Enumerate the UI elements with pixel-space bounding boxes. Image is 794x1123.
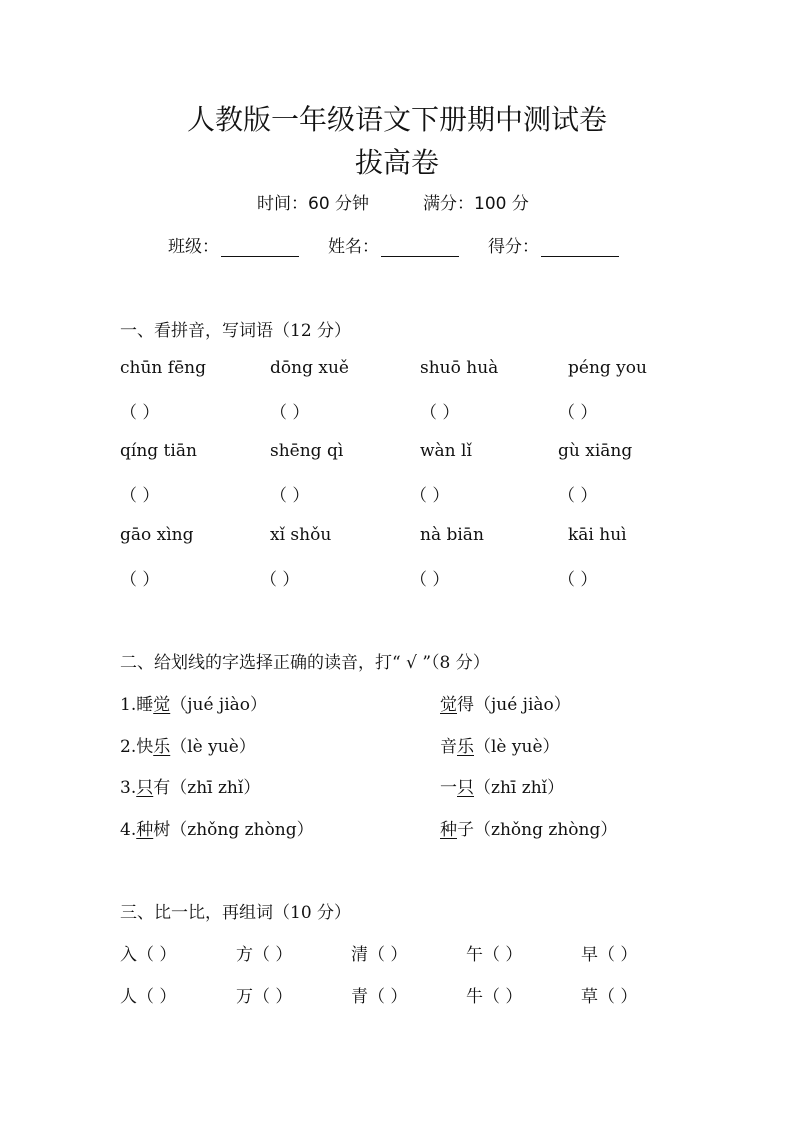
full-score-info: 满分：100 分 — [423, 194, 529, 214]
question-item — [120, 690, 267, 715]
pinyin-item: nà biān — [420, 525, 484, 545]
answer-blank[interactable]: （ ） — [120, 403, 160, 423]
word-part: 子 — [457, 820, 474, 840]
underlined-char: 乐 — [457, 737, 474, 757]
pinyin-options[interactable]: （jué jiào） — [170, 695, 267, 715]
word-part: 睡 — [136, 695, 154, 715]
question-number: 4. — [120, 820, 137, 840]
compare-item[interactable]: 清（ ） — [351, 945, 408, 965]
class-blank[interactable] — [221, 238, 299, 257]
section1-heading: 一、看拼音，写词语（12 分） — [120, 321, 352, 341]
compare-item[interactable]: 牛（ ） — [466, 987, 523, 1007]
answer-blank[interactable]: （ ） — [260, 570, 300, 590]
name-label: 姓名： — [328, 237, 379, 257]
underlined-char: 种 — [440, 820, 457, 840]
compare-item[interactable]: 人（ ） — [120, 987, 177, 1007]
pinyin-options[interactable]: （lè yuè） — [474, 737, 560, 757]
pinyin-item: gāo xìng — [120, 525, 194, 545]
answer-blank[interactable]: （ ） — [120, 486, 160, 506]
name-field[interactable] — [328, 232, 459, 257]
pinyin-options[interactable]: （zhǒng zhòng） — [170, 820, 314, 840]
answer-blank[interactable]: （ ） — [120, 570, 160, 590]
question-item — [120, 732, 256, 757]
word-part: 得 — [457, 695, 474, 715]
question-item — [440, 773, 564, 798]
pinyin-item: qíng tiān — [120, 441, 197, 461]
section2-heading: 二、给划线的字选择正确的读音，打“ √ ”（8 分） — [120, 653, 490, 673]
question-number: 3. — [120, 778, 137, 798]
question-number: 1. — [120, 695, 137, 715]
pinyin-item: wàn lǐ — [420, 441, 472, 461]
time-info: 时间：60 分钟 — [257, 194, 370, 214]
answer-blank[interactable]: （ ） — [558, 486, 598, 506]
pinyin-options[interactable]: （zhī zhǐ） — [474, 778, 565, 798]
compare-item[interactable]: 午（ ） — [466, 945, 523, 965]
pinyin-item: dōng xuě — [270, 358, 349, 378]
pinyin-options[interactable]: （lè yuè） — [170, 737, 256, 757]
page-title: 人教版一年级语文下册期中测试卷 — [186, 103, 607, 136]
underlined-char: 只 — [136, 778, 154, 798]
answer-blank[interactable]: （ ） — [410, 570, 450, 590]
word-part: 一 — [440, 778, 457, 798]
underlined-char: 觉 — [153, 695, 171, 715]
section3-heading: 三、比一比，再组词（10 分） — [120, 903, 352, 923]
question-item — [440, 690, 571, 715]
word-part: 有 — [153, 778, 171, 798]
answer-blank[interactable]: （ ） — [558, 570, 598, 590]
word-part: 快 — [136, 737, 154, 757]
question-item — [440, 815, 617, 840]
answer-blank[interactable]: （ ） — [410, 486, 450, 506]
class-field[interactable] — [168, 232, 299, 257]
pinyin-options[interactable]: （zhǒng zhòng） — [474, 820, 618, 840]
question-number: 2. — [120, 737, 137, 757]
question-item — [120, 773, 260, 798]
answer-blank[interactable]: （ ） — [558, 403, 598, 423]
pinyin-item: kāi huì — [568, 525, 627, 545]
compare-item[interactable]: 早（ ） — [581, 945, 638, 965]
pinyin-item: shēng qì — [270, 441, 344, 461]
word-part: 树 — [153, 820, 171, 840]
page-subtitle: 拔高卷 — [354, 146, 439, 179]
name-blank[interactable] — [381, 238, 459, 257]
answer-blank[interactable]: （ ） — [270, 403, 310, 423]
compare-item[interactable]: 草（ ） — [581, 987, 638, 1007]
pinyin-item: péng you — [568, 358, 647, 378]
score-label: 得分： — [488, 237, 539, 257]
compare-item[interactable]: 万（ ） — [236, 987, 293, 1007]
word-part: 音 — [440, 737, 457, 757]
pinyin-item: chūn fēng — [120, 358, 206, 378]
question-item — [440, 732, 560, 757]
underlined-char: 乐 — [153, 737, 171, 757]
pinyin-item: gù xiāng — [558, 441, 633, 461]
pinyin-item: xǐ shǒu — [270, 525, 332, 545]
compare-item[interactable]: 方（ ） — [236, 945, 293, 965]
underlined-char: 觉 — [440, 695, 457, 715]
answer-blank[interactable]: （ ） — [270, 486, 310, 506]
compare-item[interactable]: 入（ ） — [120, 945, 177, 965]
score-blank[interactable] — [541, 238, 619, 257]
compare-item[interactable]: 青（ ） — [351, 987, 408, 1007]
question-item — [120, 815, 314, 840]
underlined-char: 只 — [457, 778, 474, 798]
pinyin-item: shuō huà — [420, 358, 499, 378]
answer-blank[interactable]: （ ） — [420, 403, 460, 423]
underlined-char: 种 — [136, 820, 154, 840]
score-field[interactable] — [488, 232, 619, 257]
pinyin-options[interactable]: （zhī zhǐ） — [170, 778, 261, 798]
pinyin-options[interactable]: （jué jiào） — [474, 695, 571, 715]
class-label: 班级： — [168, 237, 219, 257]
